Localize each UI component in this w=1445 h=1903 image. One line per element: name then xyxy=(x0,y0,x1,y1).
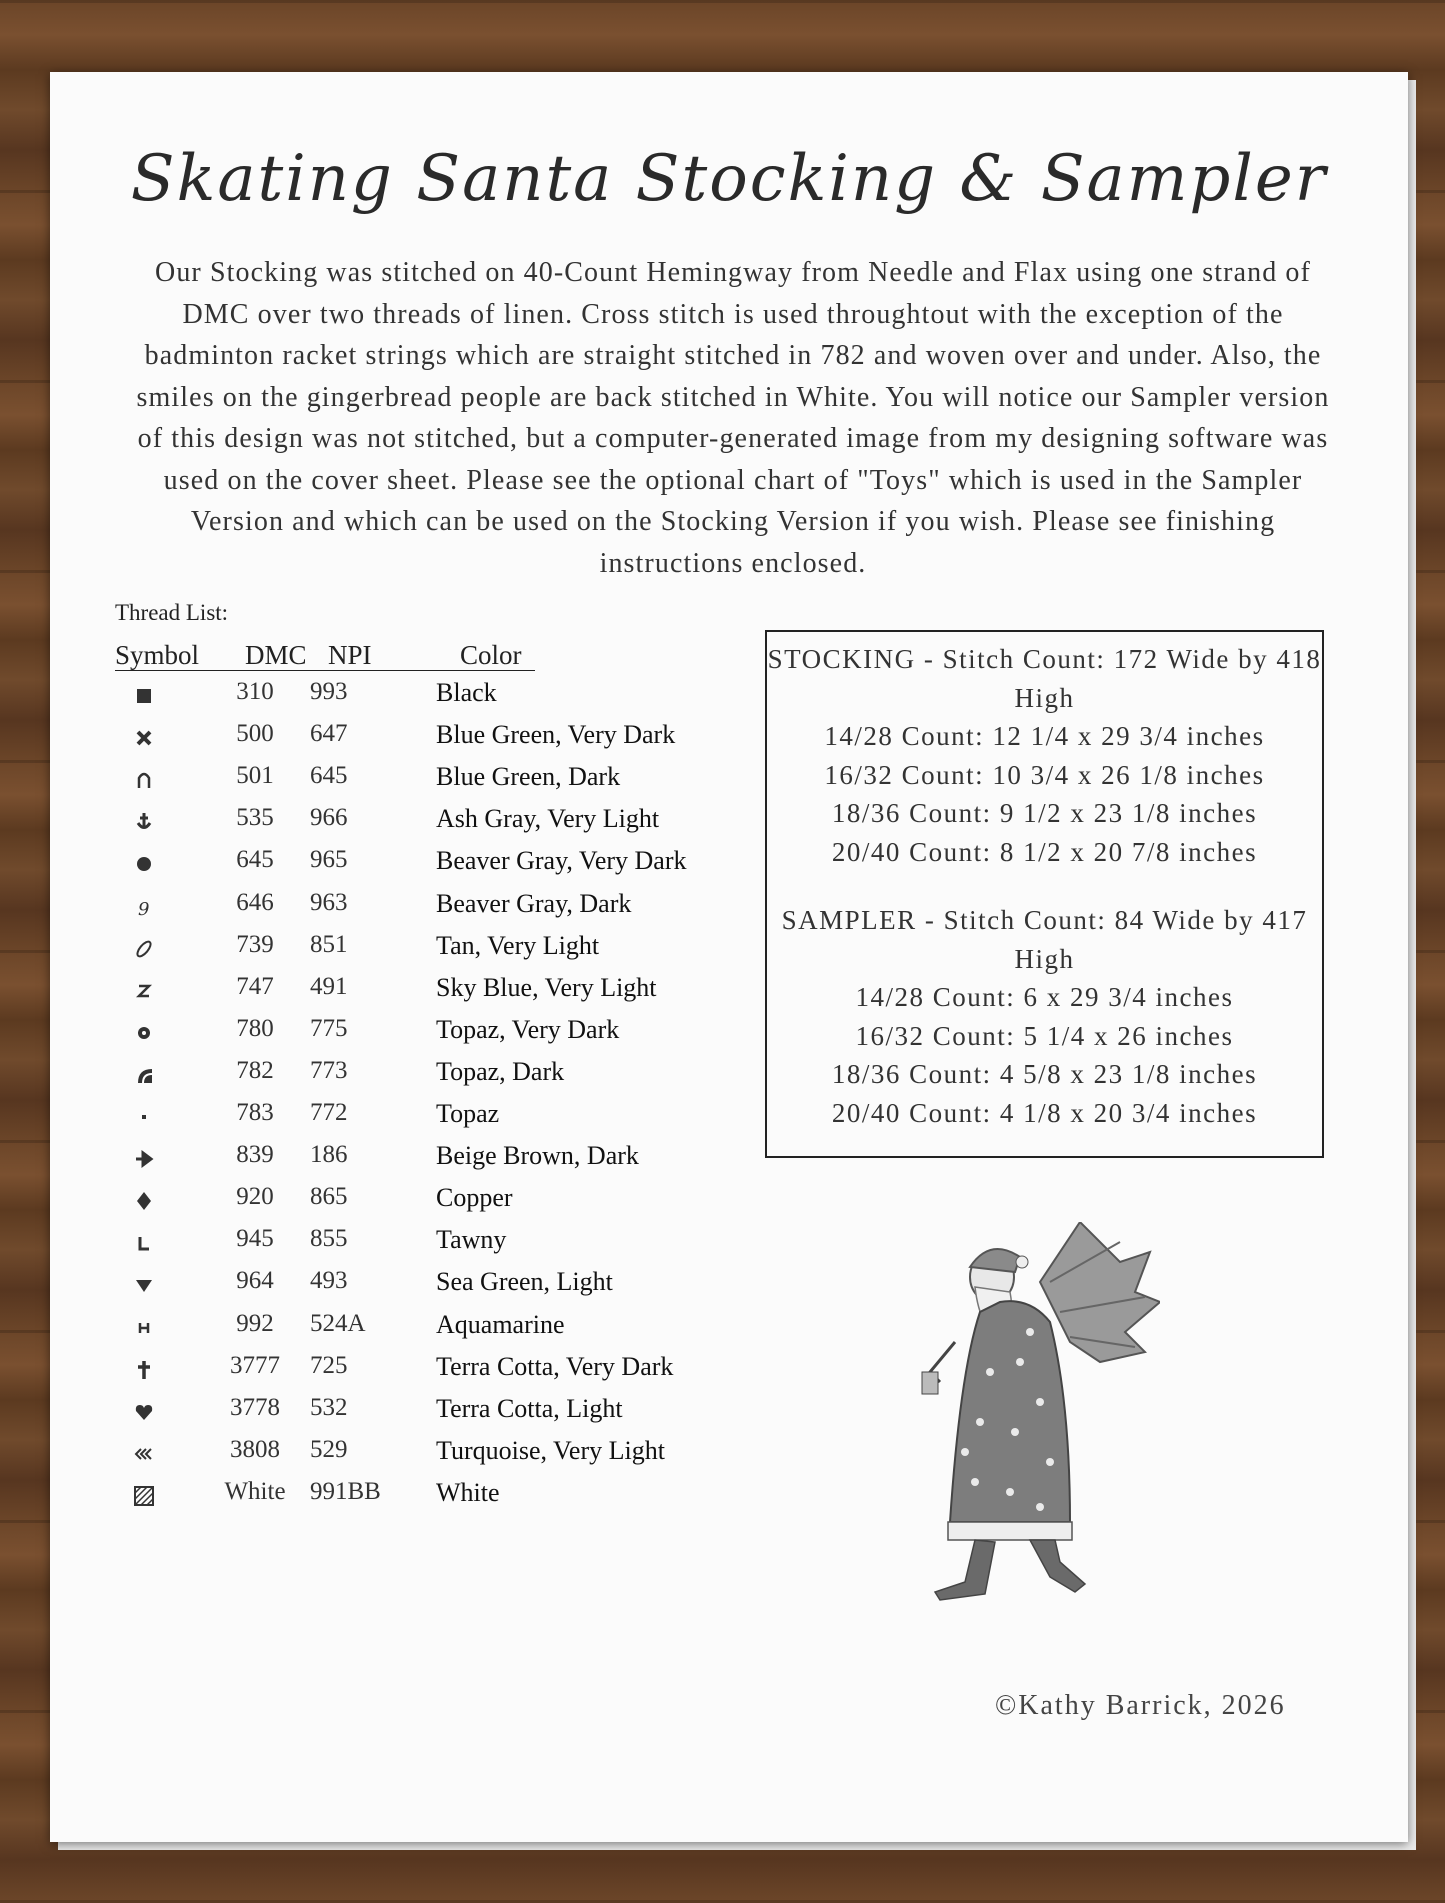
thread-row xyxy=(50,1267,750,1307)
color-name: Black xyxy=(436,678,497,707)
dmc-number: 3808 xyxy=(230,1435,280,1463)
npi-number: 529 xyxy=(310,1435,348,1463)
stitch-count-box xyxy=(765,630,1324,1158)
color-name: Aquamarine xyxy=(436,1309,565,1339)
page-title: Skating Santa Stocking & Sampler xyxy=(130,142,1328,216)
dmc-number: 3777 xyxy=(230,1351,280,1379)
dmc-number: 945 xyxy=(236,1225,274,1253)
npi-number: 773 xyxy=(310,1056,348,1084)
npi-number: 491 xyxy=(310,972,348,1000)
thread-row xyxy=(50,720,750,760)
thread-row xyxy=(50,762,750,802)
color-name: Turquoise, Very Light xyxy=(436,1435,665,1465)
color-name: Blue Green, Very Dark xyxy=(436,720,676,750)
color-name: Beaver Gray, Dark xyxy=(436,888,632,918)
color-name: Topaz xyxy=(436,1099,500,1128)
thread-row xyxy=(50,1141,750,1181)
color-name: Beige Brown, Dark xyxy=(436,1141,639,1171)
npi-number: 966 xyxy=(310,804,348,832)
dmc-number: 839 xyxy=(236,1141,274,1169)
color-name: Terra Cotta, Light xyxy=(436,1393,623,1423)
color-name: Terra Cotta, Very Dark xyxy=(436,1351,674,1381)
quarter-arc-icon xyxy=(130,1061,158,1089)
stocking-size: 20/40 Count: 8 1/2 x 20 7/8 inches xyxy=(831,836,1258,867)
header-color: Color xyxy=(460,640,522,670)
thread-list-label: Thread List: xyxy=(115,600,229,625)
arrow-right-icon xyxy=(130,1145,158,1173)
color-name: Sky Blue, Very Light xyxy=(436,972,657,1002)
dmc-number: 500 xyxy=(236,720,274,748)
color-name: Sea Green, Light xyxy=(436,1267,613,1297)
copyright-text: ©Kathy Barrick, 2026 xyxy=(995,1690,1286,1721)
npi-number: 851 xyxy=(310,930,348,958)
thread-row xyxy=(50,931,750,971)
dot-icon xyxy=(130,1103,158,1131)
npi-number: 865 xyxy=(310,1183,348,1211)
npi-number: 186 xyxy=(310,1141,348,1169)
stocking-size: 18/36 Count: 9 1/2 x 23 1/8 inches xyxy=(831,798,1258,828)
triangle-down-icon xyxy=(130,1271,158,1299)
triple-chevron-icon xyxy=(130,1440,158,1468)
filled-square-icon xyxy=(130,682,158,710)
sampler-size: 20/40 Count: 4 1/8 x 20 3/4 inches xyxy=(831,1097,1258,1128)
oval-icon xyxy=(130,935,158,963)
npi-number: 725 xyxy=(310,1351,348,1379)
thread-row xyxy=(50,1057,750,1097)
thread-row xyxy=(50,1352,750,1392)
arch-icon xyxy=(130,766,158,794)
h-icon xyxy=(130,1314,158,1342)
cross-icon xyxy=(130,1356,158,1384)
thread-row xyxy=(50,804,750,844)
thread-row xyxy=(50,1099,750,1139)
npi-number: 493 xyxy=(310,1267,348,1295)
dmc-number: 783 xyxy=(236,1099,274,1126)
nine-icon xyxy=(130,893,158,921)
npi-number: 524A xyxy=(310,1309,366,1337)
thread-row xyxy=(50,1394,750,1434)
npi-number: 855 xyxy=(310,1225,348,1253)
color-name: Blue Green, Dark xyxy=(436,762,621,792)
dmc-number: 739 xyxy=(236,930,274,958)
npi-number: 532 xyxy=(310,1393,348,1421)
npi-number: 965 xyxy=(310,846,348,874)
npi-number: 647 xyxy=(310,720,348,748)
thread-row xyxy=(50,1183,750,1223)
dmc-number: 782 xyxy=(236,1056,274,1084)
document-page xyxy=(50,72,1408,1842)
thread-row xyxy=(50,889,750,929)
dmc-number: 310 xyxy=(236,678,274,705)
header-symbol: Symbol xyxy=(115,640,200,670)
anchor-icon xyxy=(130,808,158,836)
npi-number: 645 xyxy=(310,762,348,790)
dmc-number: White xyxy=(224,1477,286,1505)
npi-number: 991BB xyxy=(310,1477,381,1505)
thread-row xyxy=(50,1478,750,1518)
header-underline xyxy=(115,670,535,671)
dmc-number: 535 xyxy=(236,804,274,832)
color-name: Beaver Gray, Very Dark xyxy=(436,846,687,876)
color-name: Topaz, Dark xyxy=(436,1056,565,1086)
diamond-icon xyxy=(130,1187,158,1215)
npi-number: 775 xyxy=(310,1014,348,1042)
dmc-number: 780 xyxy=(236,1014,274,1042)
dmc-number: 501 xyxy=(236,762,274,790)
x-cross-icon xyxy=(130,724,158,752)
stocking-size: 16/32 Count: 10 3/4 x 26 1/8 inches xyxy=(824,759,1265,790)
dmc-number: 920 xyxy=(236,1183,274,1211)
header-dmc: DMC xyxy=(245,640,307,670)
color-name: Copper xyxy=(436,1183,513,1213)
intro-paragraph: Our Stocking was stitched on 40-Count Hemingway from Needle and Flax using one strand of DMC over two threads of linen. Cross stitch is used throughtout with the exception of the badminton racket strings which are straight stitched in 782 and woven over and under. Also, the smiles on the gingerbread people are back stitched in White. You will notice our Sampler version of this design was not stitched, but a computer-generated image from my designing software was used on the cover sheet. Please see the optional chart of "Toys" which is used in the Sampler Version and which can be used on the Stocking Version if you wish. Please see finishing instructions enclosed. xyxy=(136,257,1330,579)
thread-row xyxy=(50,846,750,886)
sampler-size: 14/28 Count: 6 x 29 3/4 inches xyxy=(855,982,1234,1012)
color-name: Tawny xyxy=(436,1225,507,1255)
dmc-number: 646 xyxy=(236,888,274,916)
npi-number: 993 xyxy=(310,678,348,705)
dmc-number: 992 xyxy=(236,1309,274,1337)
filled-circle-icon xyxy=(130,850,158,878)
sampler-size: 16/32 Count: 5 1/4 x 26 inches xyxy=(855,1020,1234,1051)
thread-row xyxy=(50,1225,750,1265)
npi-number: 772 xyxy=(310,1099,348,1126)
color-name: Ash Gray, Very Light xyxy=(436,804,660,834)
dmc-number: 747 xyxy=(236,972,274,1000)
sampler-heading: SAMPLER - Stitch Count: 84 Wide by 417 High xyxy=(781,905,1308,974)
color-name: Tan, Very Light xyxy=(436,930,600,960)
l-icon xyxy=(130,1229,158,1257)
svg-text:9: 9 xyxy=(138,898,150,920)
sampler-size: 18/36 Count: 4 5/8 x 23 1/8 inches xyxy=(831,1059,1258,1089)
color-name: White xyxy=(436,1477,500,1507)
flower-icon xyxy=(130,1019,158,1047)
santa-illustration xyxy=(920,1222,1160,1602)
thread-row xyxy=(50,1436,750,1476)
stocking-heading: STOCKING - Stitch Count: 172 Wide by 418 High xyxy=(767,644,1322,713)
dmc-number: 964 xyxy=(236,1267,274,1295)
dmc-number: 3778 xyxy=(230,1393,280,1421)
thread-row xyxy=(50,973,750,1013)
color-name: Topaz, Very Dark xyxy=(436,1014,620,1044)
npi-number: 963 xyxy=(310,888,348,916)
heart-icon xyxy=(130,1398,158,1426)
stocking-size: 14/28 Count: 12 1/4 x 29 3/4 inches xyxy=(824,721,1265,751)
z-icon xyxy=(130,977,158,1005)
thread-row xyxy=(50,1015,750,1055)
thread-row xyxy=(50,678,750,718)
dmc-number: 645 xyxy=(236,846,274,874)
hatched-square-icon xyxy=(130,1482,158,1510)
thread-row xyxy=(50,1310,750,1350)
header-npi: NPI xyxy=(328,640,372,670)
